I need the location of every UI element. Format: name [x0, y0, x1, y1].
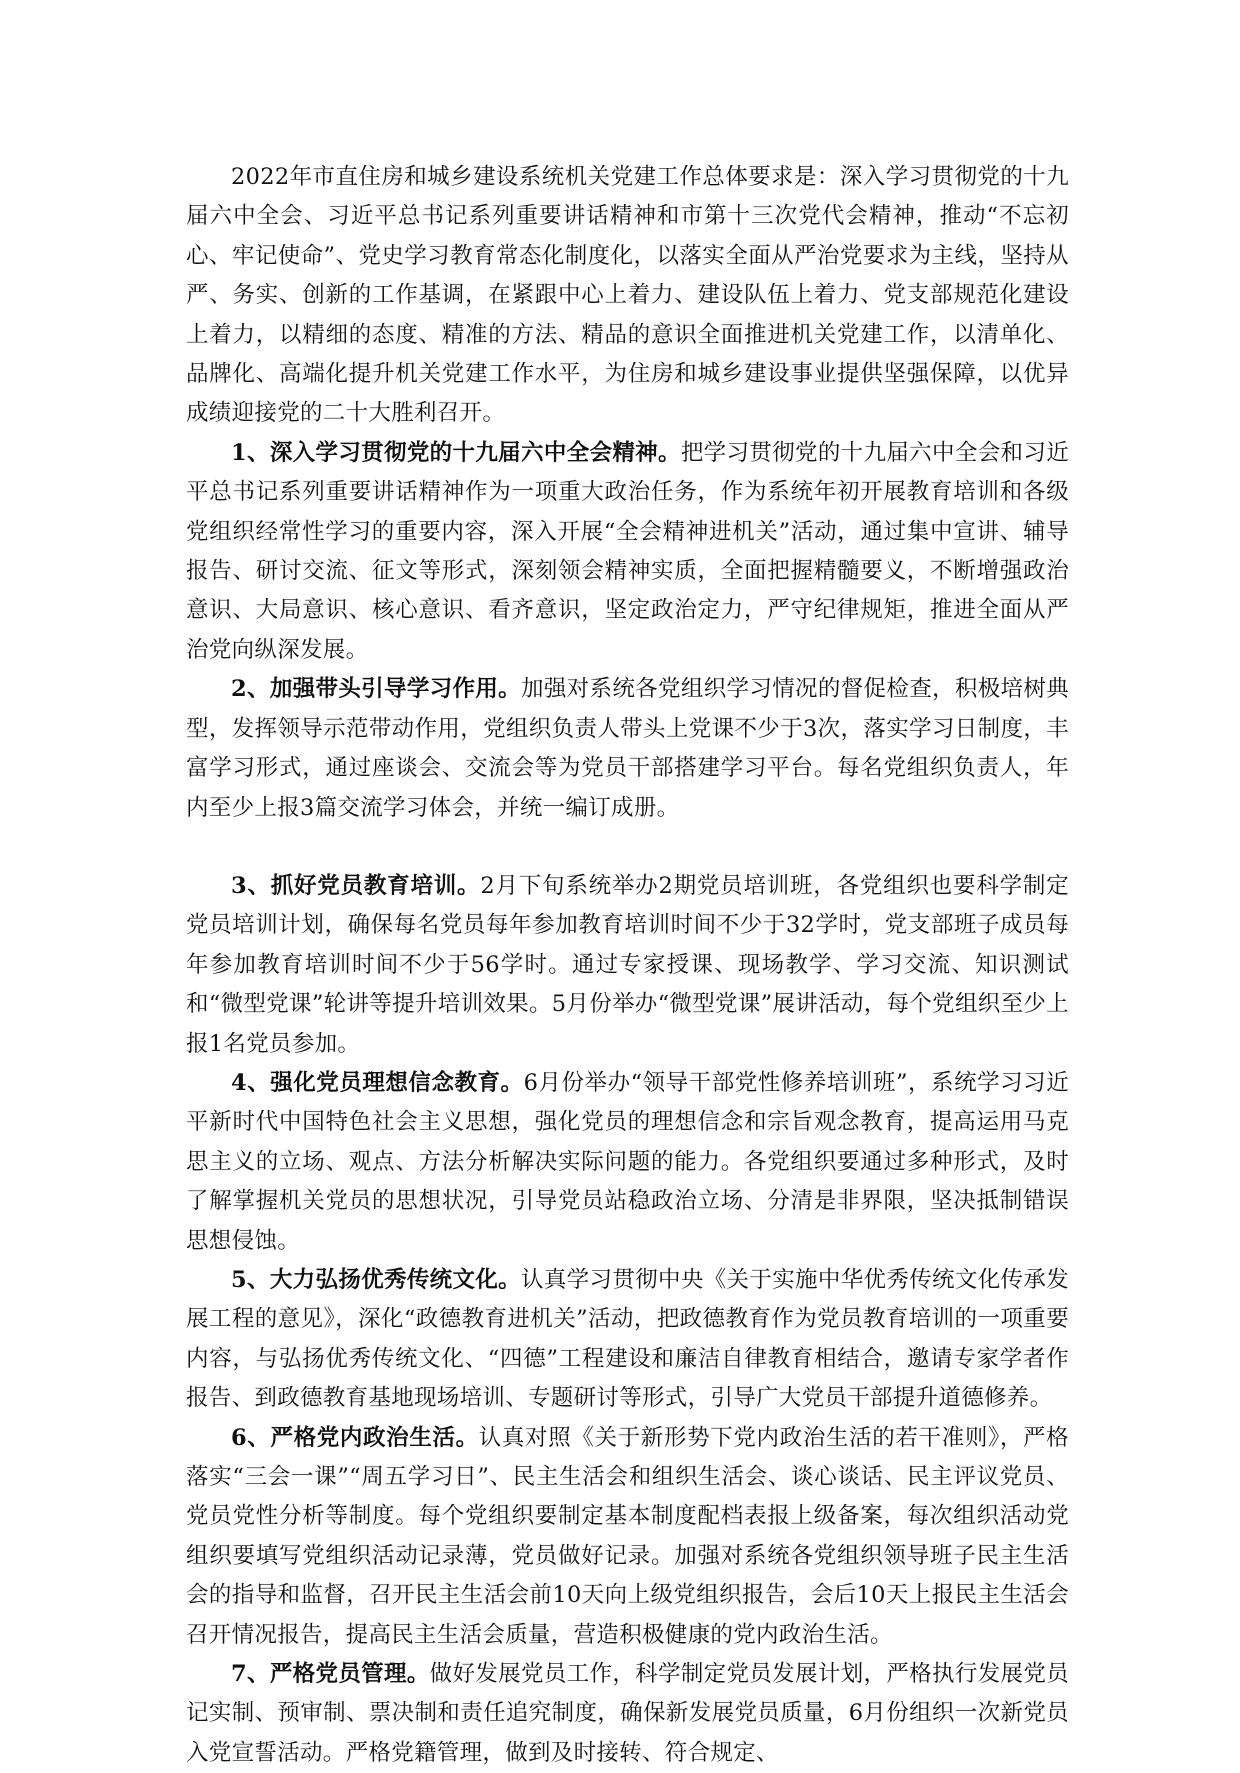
section-paragraph-4 [186, 1064, 1069, 1261]
section-heading-3: 3、抓好党员教育培训。 [231, 872, 481, 899]
section-heading-5: 5、大力弘扬优秀传统文化。 [231, 1266, 522, 1293]
section-heading-2: 2、加强带头引导学习作用。 [231, 676, 522, 703]
section-heading-4: 4、强化党员理想信念教育。 [231, 1069, 524, 1096]
section-body-1: 把学习贯彻党的十九届六中全会和习近平总书记系列重要讲话精神作为一项重大政治任务，作为系统年初开展教育培训和各级党组织经常性学习的重要内容，深入开展“全会精神进机关”活动，通过集中宣讲、辅导报告、研讨交流、征文等形式，深刻领会精神实质，全面把握精髓要义，不断增强政治意识、大局意识、核心意识、看齐意识，坚定政治定力，严守纪律规矩，推进全面从严治党向纵深发展。 [186, 439, 1069, 663]
intro-paragraph: 2022年市直住房和城乡建设系统机关党建工作总体要求是：深入学习贯彻党的十九届六中全会、习近平总书记系列重要讲话精神和市第十三次党代会精神，推动“不忘初心、牢记使命”、党史学习教育常态化制度化，以落实全面从严治党要求为主线，坚持从严、务实、创新的工作基调，在紧跟中心上着力、建设队伍上着力、党支部规范化建设上着力，以精细的态度、精准的方法、精品的意识全面推进机关党建工作，以清单化、品牌化、高端化提升机关党建工作水平，为住房和城乡建设事业提供坚强保障，以优异成绩迎接党的二十大胜利召开。 [186, 164, 1069, 427]
section-paragraph-7 [186, 1655, 1069, 1773]
section-body-4: 6月份举办“领导干部党性修养培训班”，系统学习习近平新时代中国特色社会主义思想，强化党员的理想信念和宗旨观念教育，提高运用马克思主义的立场、观点、方法分析解决实际问题的能力。各党组织要通过多种形式，及时了解掌握机关党员的思想状况，引导党员站稳政治立场、分清是非界限，坚决抵制错误思想侵蚀。 [186, 1069, 1069, 1254]
section-paragraph-1 [186, 434, 1069, 670]
section-paragraph-6 [186, 1419, 1069, 1655]
section-body-7: 做好发展党员工作，科学制定党员发展计划，严格执行发展党员记实制、预审制、票决制和责任追究制度，确保新发展党员质量，6月份组织一次新党员入党宣誓活动。严格党籍管理，做到及时接转、符合规定、 [186, 1661, 1069, 1766]
section-heading-6: 6、严格党内政治生活。 [231, 1424, 479, 1451]
section-paragraph-5 [186, 1261, 1069, 1419]
section-body-2: 加强对系统各党组织学习情况的督促检查，积极培树典型，发挥领导示范带动作用，党组织负责人带头上党课不少于3次，落实学习日制度，丰富学习形式，通过座谈会、交流会等为党员干部搭建学习平台。每名党组织负责人，年内至少上报3篇交流学习体会，并统一编订成册。 [186, 676, 1070, 821]
section-paragraph-2 [186, 670, 1069, 828]
section-body-5: 认真学习贯彻中央《关于实施中华优秀传统文化传承发展工程的意见》，深化“政德教育进机关”活动，把政德教育作为党员教育培训的一项重要内容，与弘扬优秀传统文化、“四德”工程建设和廉洁自律教育相结合，邀请专家学者作报告、到政德教育基地现场培训、专题研讨等形式，引导广大党员干部提升道德修养。 [186, 1266, 1070, 1412]
section-heading-1: 1、深入学习贯彻党的十九届六中全会精神。 [231, 439, 681, 466]
section-body-6: 认真对照《关于新形势下党内政治生活的若干准则》，严格落实“三会一课”“周五学习日”、民主生活会和组织生活会、谈心谈话、民主评议党员、党员党性分析等制度。每个党组织要制定基本制度配档表报上级备案，每次组织活动党组织要填写党组织活动记录薄，党员做好记录。加强对系统各党组织领导班子民主生活会的指导和监督，召开民主生活会前10天向上级党组织报告，会后10天上报民主生活会召开情况报告，提高民主生活会质量，营造积极健康的党内政治生活。 [186, 1424, 1069, 1648]
document-body [186, 158, 1069, 1773]
section-heading-7: 7、严格党员管理。 [231, 1661, 430, 1688]
section-paragraph-3 [186, 867, 1069, 1064]
section-body-3: 2月下旬系统举办2期党员培训班，各党组织也要科学制定党员培训计划，确保每名党员每年参加教育培训时间不少于32学时，党支部班子成员每年参加教育培训时间不少于56学时。通过专家授课、现场教学、学习交流、知识测试和“微型党课”轮讲等提升培训效果。5月份举办“微型党课”展讲活动，每个党组织至少上报1名党员参加。 [186, 872, 1069, 1057]
